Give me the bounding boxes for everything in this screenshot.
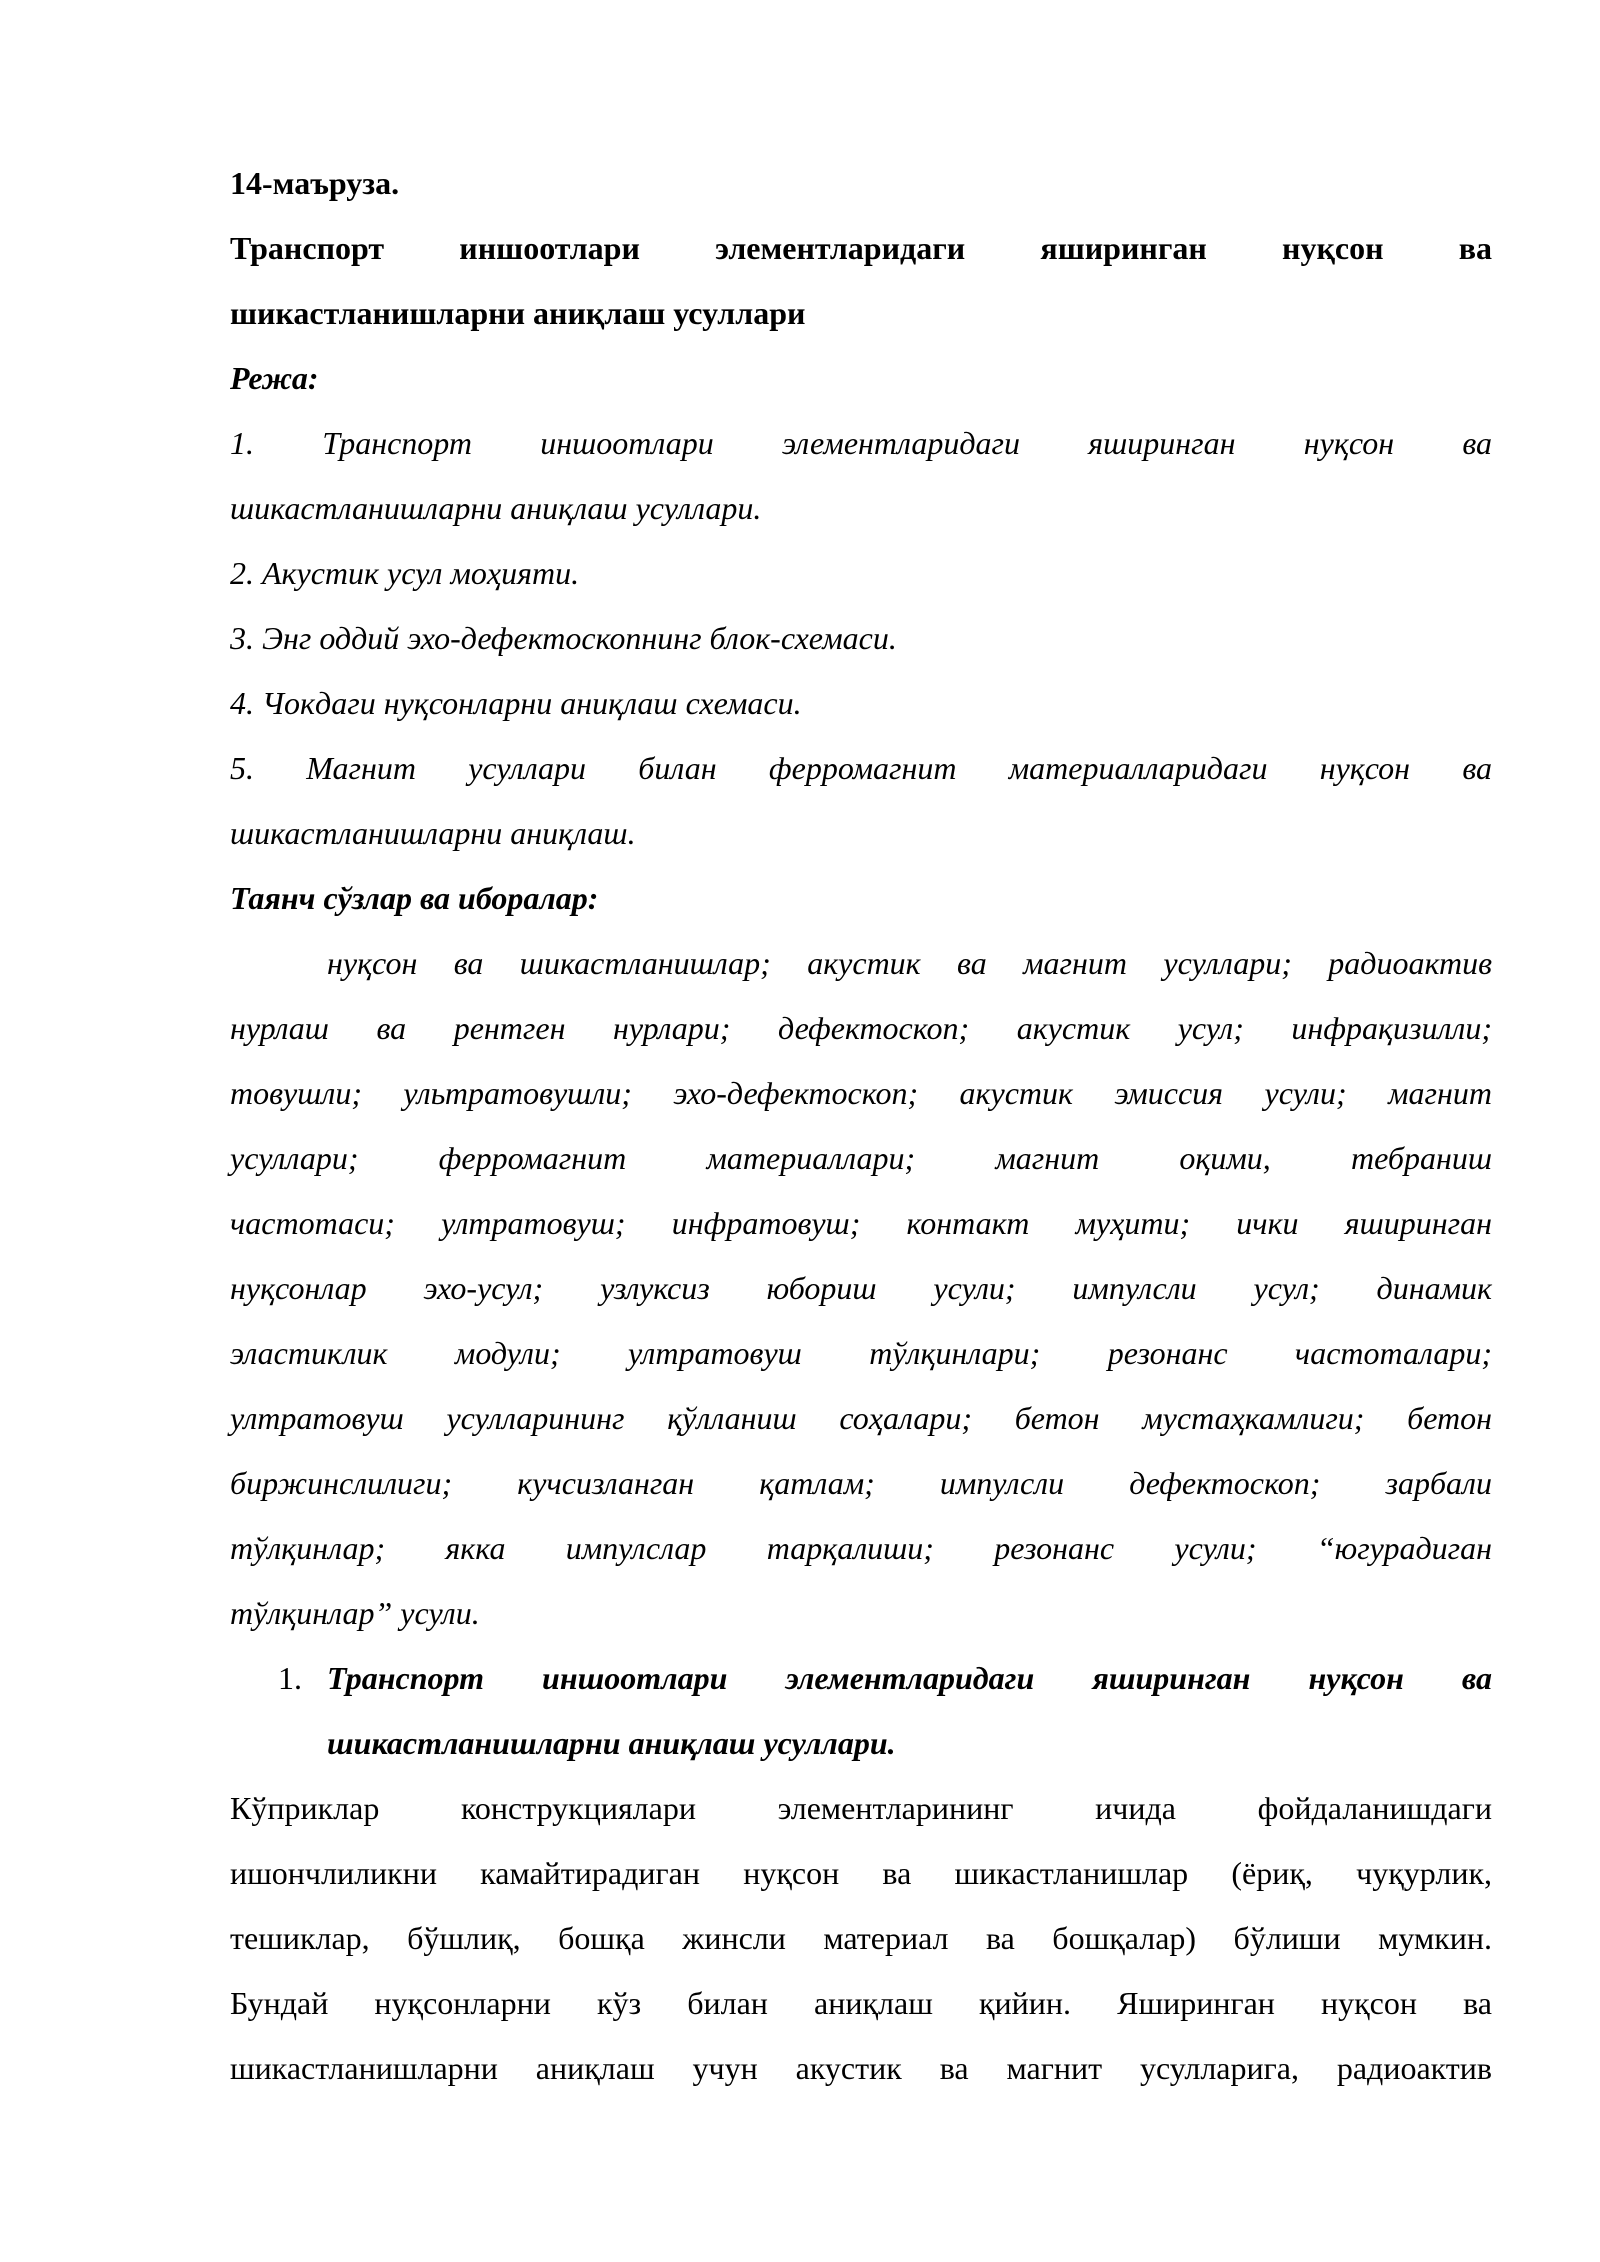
lecture-number: 14-маъруза. <box>230 165 400 201</box>
keywords-line: нуқсонлар эхо-усул; узлуксиз юбориш усули; импулсли усул; динамик <box>230 1270 1492 1306</box>
document-page <box>230 151 1492 2101</box>
plan-item-1b: шикастланишларни аниқлаш усуллари. <box>230 490 762 526</box>
keywords-line: усуллари; ферромагнит материаллари; магнит оқими, тебраниш <box>230 1140 1492 1176</box>
body-line: Бундай нуқсонларни кўз билан аниқлаш қийин. Яширинган нуқсон ва <box>230 1985 1492 2021</box>
plan-item-1a: 1. Транспорт иншоотлари элементларидаги яширинган нуқсон ва <box>230 425 1492 461</box>
title-line-1: Транспорт иншоотлари элементларидаги яширинган нуқсон ва <box>230 230 1492 266</box>
keywords-line: частотаси; ултратовуш; инфратовуш; контакт муҳити; ички яширинган <box>230 1205 1492 1241</box>
plan-item-5b: шикастланишларни аниқлаш. <box>230 815 636 851</box>
keywords-line: биржинслилиги; кучсизланган қатлам; импулсли дефектоскоп; зарбали <box>230 1465 1492 1501</box>
keywords-heading: Таянч сўзлар ва иборалар: <box>230 880 599 916</box>
section-1-number: 1. <box>278 1660 302 1696</box>
title-line-2: шикастланишларни аниқлаш усуллари <box>230 295 806 331</box>
body-line: Кўприклар конструкциялари элементларининг ичида фойдаланишдаги <box>230 1790 1492 1826</box>
keywords-line: нурлаш ва рентген нурлари; дефектоскоп; акустик усул; инфрақизилли; <box>230 1010 1492 1046</box>
keywords-line: товушли; ультратовушли; эхо-дефектоскоп; акустик эмиссия усули; магнит <box>230 1075 1492 1111</box>
plan-heading: Режа: <box>230 360 319 396</box>
keywords-line: эластиклик модули; ултратовуш тўлқинлари; резонанс частоталари; <box>230 1335 1492 1371</box>
plan-item-5a: 5. Магнит усуллари билан ферромагнит материалларидаги нуқсон ва <box>230 750 1492 786</box>
plan-item-2: 2. Акустик усул моҳияти. <box>230 555 580 591</box>
section-1-heading-line-2: шикастланишларни аниқлаш усуллари. <box>327 1725 896 1761</box>
keywords-line: ултратовуш усулларининг қўлланиш соҳалари; бетон мустаҳкамлиги; бетон <box>230 1400 1492 1436</box>
keywords-line: нуқсон ва шикастланишлар; акустик ва магнит усуллари; радиоактив <box>327 945 1492 981</box>
section-1-heading <box>230 1646 1492 1776</box>
body-line: шикастланишларни аниқлаш учун акустик ва магнит усулларига, радиоактив <box>230 2050 1492 2086</box>
plan-item-4: 4. Чокдаги нуқсонларни аниқлаш схемаси. <box>230 685 802 721</box>
section-1-heading-line-1: Транспорт иншоотлари элементларидаги яширинган нуқсон ва <box>327 1660 1492 1696</box>
body-line: ишончлиликни камайтирадиган нуқсон ва шикастланишлар (ёриқ, чуқурлик, <box>230 1855 1492 1891</box>
keywords-line: тўлқинлар” усули. <box>230 1595 480 1631</box>
body-line: тешиклар, бўшлиқ, бошқа жинсли материал ва бошқалар) бўлиши мумкин. <box>230 1920 1492 1956</box>
keywords-line: тўлқинлар; якка импулслар тарқалиши; резонанс усули; “югурадиган <box>230 1530 1492 1566</box>
plan-item-3: 3. Энг оддий эхо-дефектоскопнинг блок-схемаси. <box>230 620 897 656</box>
